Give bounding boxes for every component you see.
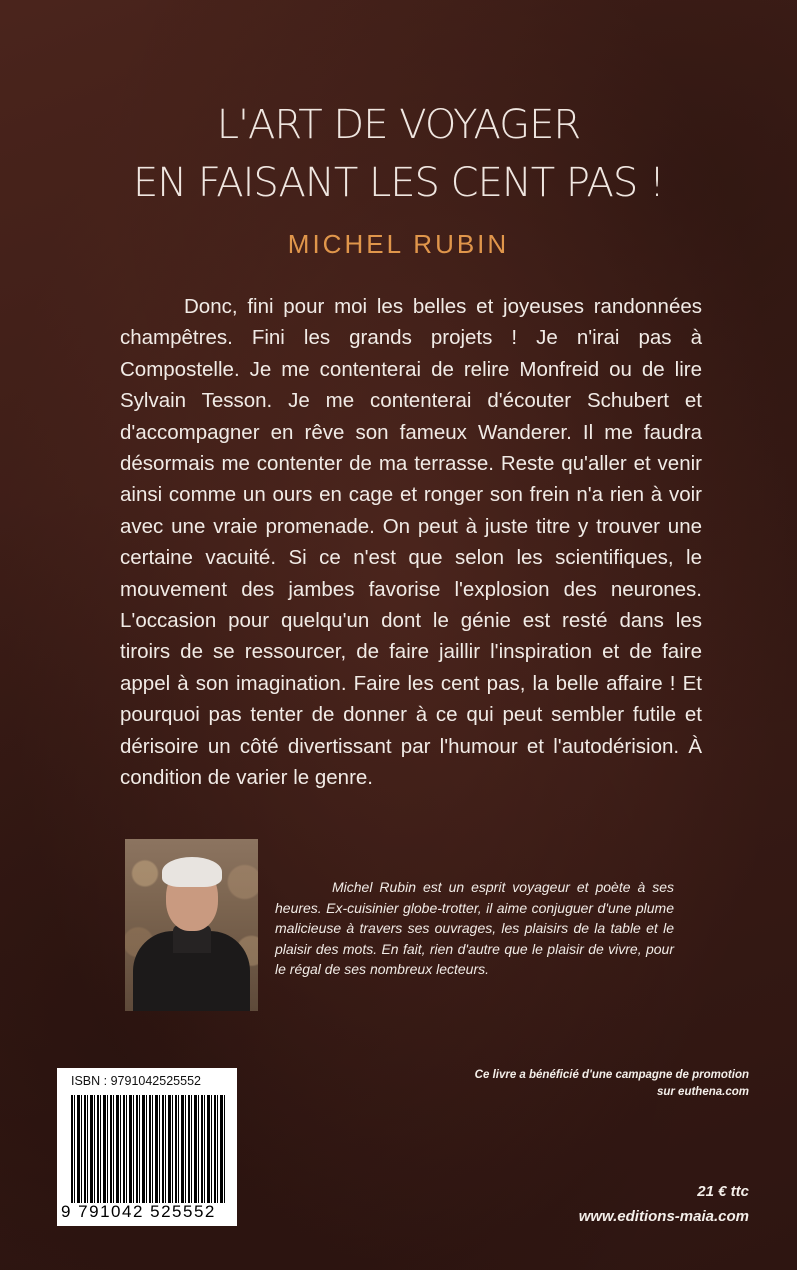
author-name: MICHEL RUBIN — [287, 229, 510, 259]
publisher-website: www.editions-maia.com — [578, 1208, 749, 1225]
author-bio: Michel Rubin est un esprit voyageur et poète à ses heures. Ex-cuisinier globe-trotter, il aime conjuguer d'une plume malicieuse à travers ses ouvrages, les plaisirs de la table et le plaisir des mots. En fait, rien d'autre que le plaisir de vivre, pour le régal de ses nombreux lecteurs. — [275, 879, 674, 977]
promotion-note-line-2: sur euthena.com — [656, 1086, 749, 1098]
book-blurb: Donc, fini pour moi les belles et joyeuses randonnées champêtres. Fini les grands projets ! Je n'irai pas à Compostelle. Je me contenterai de relire Monfreid ou de lire Sylvain Tesson. Je me contenterai d'écouter Schubert et d'accompagner en rêve son fameux Wanderer. Il me faudra désormais me contenter de ma terrasse. Reste qu'aller et venir ainsi comme un ours en cage et ronger son frein n'a rien à voir avec une vraie promenade. On peut à juste titre y trouver une certaine vacuité. Si ce n'est que selon les scientifiques, le mouvement des jambes favorise l'explosion des neurones. L'occasion pour quelqu'un dont le génie est resté dans les tiroirs de se ressourcer, de faire jaillir l'inspiration et de faire appel à son imagination. Faire les cent pas, la belle affaire ! Et pourquoi pas tenter de donner à ce qui peut sembler futile et dérisoire un côté divertissant par l'humour et l'autodérision. À condition de varier le genre. — [120, 295, 702, 790]
price: 21 € ttc — [697, 1183, 749, 1200]
promotion-note-line-1: Ce livre a bénéficié d'une campagne de promotion — [474, 1069, 749, 1081]
book-title-line-1: L'ART DE VOYAGER — [216, 102, 581, 148]
barcode-digits: 9 791042 525552 — [61, 1202, 216, 1221]
promotion-note — [389, 1067, 749, 1101]
barcode-bars — [71, 1095, 226, 1203]
book-title-line-2: EN FAISANT LES CENT PAS ! — [133, 160, 664, 206]
isbn-label: ISBN : 9791042525552 — [71, 1074, 201, 1088]
author-photo — [125, 839, 258, 1011]
book-title — [0, 96, 797, 212]
isbn-barcode — [57, 1068, 237, 1226]
